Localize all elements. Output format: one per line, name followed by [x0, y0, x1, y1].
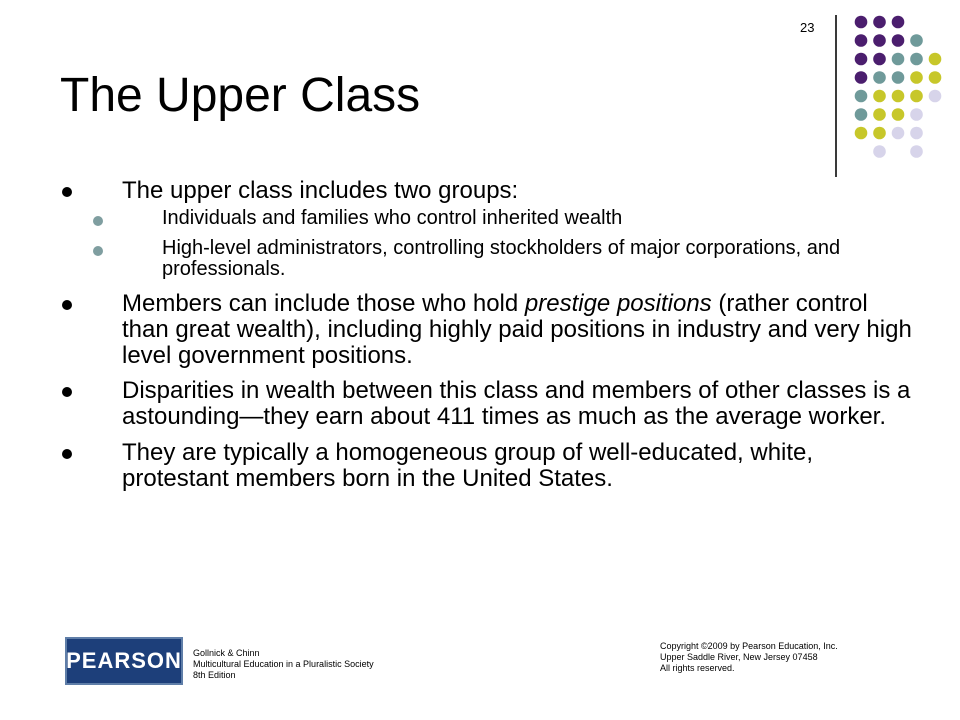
decorative-dot: [892, 90, 905, 103]
vertical-divider: [835, 15, 837, 177]
bullet-text: The upper class includes two groups:: [122, 177, 519, 204]
sub-bullet-text: Individuals and families who control inherited wealth: [162, 206, 623, 229]
decorative-dot: [873, 127, 886, 140]
sub-bullet-item: [60, 238, 920, 281]
page-number: 23: [800, 20, 815, 35]
decorative-dot: [855, 90, 868, 103]
sub-bullet-dot: [93, 246, 103, 256]
bullet-item: [60, 291, 920, 369]
slide-content: [60, 178, 920, 502]
bullet-item: [60, 378, 920, 430]
bullet-text-start: Members can include those who hold: [122, 289, 525, 317]
decorative-dot: [873, 90, 886, 103]
publisher-address: Upper Saddle River, New Jersey 07458: [660, 652, 818, 662]
decorative-dot: [873, 16, 886, 29]
decorative-dot: [910, 90, 923, 103]
bullet-dot: [62, 187, 72, 197]
bullet-text-end: (rather control than great wealth), including highly paid positions in industry and very high level government positions.: [122, 289, 912, 369]
footer-copyright: [660, 641, 838, 674]
bullet-text-emphasis: prestige positions: [524, 289, 712, 317]
bullet-text: Disparities in wealth between this class and members of other classes is a astounding—they earn about 411 times as much as the average worker.: [122, 377, 911, 431]
bullet-dot: [62, 387, 72, 397]
sub-bullet-text: High-level administrators, controlling stockholders of major corporations, and professionals.: [162, 236, 841, 281]
footer-book-info: [193, 648, 374, 681]
decorative-dot: [910, 108, 923, 121]
decorative-dot: [910, 53, 923, 66]
decorative-dot: [892, 34, 905, 47]
decorative-dot: [929, 53, 942, 66]
copyright-line: Copyright ©2009 by Pearson Education, Inc.: [660, 641, 838, 651]
decorative-dot: [892, 127, 905, 140]
decorative-dot: [855, 16, 868, 29]
decorative-dot: [929, 90, 942, 103]
decorative-dot: [929, 71, 942, 84]
sub-bullet-item: [60, 208, 920, 230]
footer-edition: 8th Edition: [193, 670, 236, 680]
decorative-dot: [873, 34, 886, 47]
decorative-dot: [855, 71, 868, 84]
decorative-dot: [892, 71, 905, 84]
decorative-dot: [873, 53, 886, 66]
decorative-dot: [892, 16, 905, 29]
bullet-dot: [62, 300, 72, 310]
decorative-dot: [910, 127, 923, 140]
bullet-dot: [62, 449, 72, 459]
decorative-dot: [855, 108, 868, 121]
decorative-dot: [892, 53, 905, 66]
footer-book-title: Multicultural Education in a Pluralistic Society: [193, 659, 374, 669]
footer-authors: Gollnick & Chinn: [193, 648, 260, 658]
decorative-dot: [873, 145, 886, 158]
decorative-dot: [855, 53, 868, 66]
pearson-logo: [65, 637, 183, 685]
decorative-dot: [892, 108, 905, 121]
bullet-text: They are typically a homogeneous group of well-educated, white, protestant members born in the United States.: [122, 439, 814, 493]
decorative-dot: [873, 71, 886, 84]
rights-reserved: All rights reserved.: [660, 663, 735, 673]
slide-title: The Upper Class: [60, 69, 421, 122]
decorative-dot: [873, 108, 886, 121]
sub-bullet-dot: [93, 216, 103, 226]
decorative-dot: [910, 71, 923, 84]
decorative-dot: [855, 34, 868, 47]
decorative-dot: [910, 145, 923, 158]
logo-text: PEARSON: [66, 648, 182, 673]
decorative-dot: [910, 34, 923, 47]
decorative-dot: [855, 127, 868, 140]
bullet-item: [60, 178, 920, 204]
bullet-item: [60, 440, 920, 492]
